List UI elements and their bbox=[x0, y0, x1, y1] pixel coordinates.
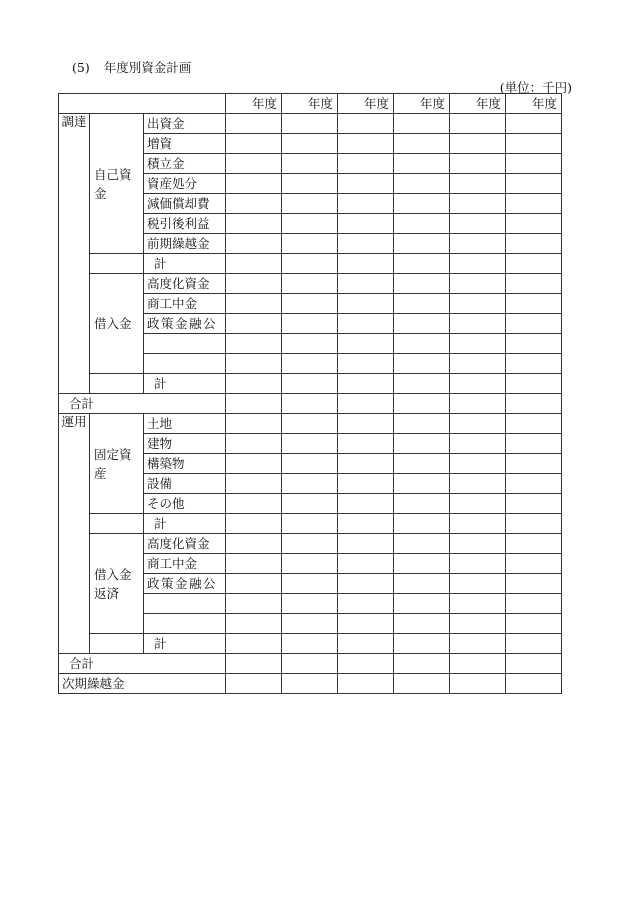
value-cell[interactable] bbox=[282, 634, 338, 654]
subtotal-row bbox=[59, 254, 562, 274]
year-header: 年度 bbox=[450, 94, 506, 114]
value-cell[interactable] bbox=[450, 294, 506, 314]
value-cell[interactable] bbox=[226, 434, 282, 454]
item-label: その他 bbox=[144, 494, 226, 514]
value-cell[interactable] bbox=[338, 574, 394, 594]
value-cell[interactable] bbox=[394, 354, 450, 374]
value-cell[interactable] bbox=[282, 594, 338, 614]
value-cell[interactable] bbox=[226, 274, 282, 294]
value-cell[interactable] bbox=[506, 514, 562, 534]
value-cell[interactable] bbox=[450, 594, 506, 614]
value-cell[interactable] bbox=[338, 334, 394, 354]
value-cell[interactable] bbox=[282, 614, 338, 634]
subtotal-blank bbox=[90, 374, 144, 394]
value-cell[interactable] bbox=[226, 254, 282, 274]
value-cell[interactable] bbox=[338, 514, 394, 534]
value-cell[interactable] bbox=[226, 614, 282, 634]
value-cell[interactable] bbox=[394, 374, 450, 394]
item-label: 建物 bbox=[144, 434, 226, 454]
value-cell[interactable] bbox=[394, 674, 450, 694]
value-cell[interactable] bbox=[506, 534, 562, 554]
value-cell[interactable] bbox=[226, 414, 282, 434]
subtotal-label: 計 bbox=[144, 374, 226, 394]
value-cell[interactable] bbox=[226, 294, 282, 314]
value-cell[interactable] bbox=[450, 234, 506, 254]
total-row bbox=[59, 654, 562, 674]
value-cell[interactable] bbox=[338, 454, 394, 474]
value-cell[interactable] bbox=[506, 234, 562, 254]
value-cell[interactable] bbox=[450, 614, 506, 634]
value-cell[interactable] bbox=[450, 574, 506, 594]
hensai-label: 借入金返済 bbox=[90, 534, 144, 634]
value-cell[interactable] bbox=[450, 174, 506, 194]
value-cell[interactable] bbox=[506, 474, 562, 494]
value-cell[interactable] bbox=[450, 354, 506, 374]
value-cell[interactable] bbox=[338, 494, 394, 514]
value-cell[interactable] bbox=[450, 134, 506, 154]
value-cell[interactable] bbox=[338, 674, 394, 694]
section-title-text: 年度別資金計画 bbox=[103, 60, 192, 75]
value-cell[interactable] bbox=[282, 114, 338, 134]
value-cell[interactable] bbox=[450, 334, 506, 354]
value-cell[interactable] bbox=[282, 134, 338, 154]
value-cell[interactable] bbox=[338, 394, 394, 414]
value-cell[interactable] bbox=[338, 534, 394, 554]
carryover-label: 次期繰越金 bbox=[59, 674, 226, 694]
carryover-row bbox=[59, 674, 562, 694]
value-cell[interactable] bbox=[338, 314, 394, 334]
value-cell[interactable] bbox=[226, 314, 282, 334]
section-title bbox=[72, 58, 191, 76]
value-cell[interactable] bbox=[282, 214, 338, 234]
value-cell[interactable] bbox=[338, 374, 394, 394]
value-cell[interactable] bbox=[282, 294, 338, 314]
value-cell[interactable] bbox=[394, 614, 450, 634]
value-cell[interactable] bbox=[506, 294, 562, 314]
item-label: 構築物 bbox=[144, 454, 226, 474]
table-row bbox=[59, 534, 562, 554]
value-cell[interactable] bbox=[394, 414, 450, 434]
value-cell[interactable] bbox=[282, 674, 338, 694]
value-cell[interactable] bbox=[450, 554, 506, 574]
value-cell[interactable] bbox=[338, 654, 394, 674]
value-cell[interactable] bbox=[338, 274, 394, 294]
value-cell[interactable] bbox=[226, 554, 282, 574]
total-row bbox=[59, 394, 562, 414]
value-cell[interactable] bbox=[450, 154, 506, 174]
value-cell[interactable] bbox=[450, 534, 506, 554]
item-label bbox=[144, 354, 226, 374]
value-cell[interactable] bbox=[506, 114, 562, 134]
value-cell[interactable] bbox=[226, 494, 282, 514]
value-cell[interactable] bbox=[394, 474, 450, 494]
subtotal-label: 計 bbox=[144, 254, 226, 274]
value-cell[interactable] bbox=[506, 654, 562, 674]
value-cell[interactable] bbox=[338, 614, 394, 634]
subtotal-label: 計 bbox=[144, 514, 226, 534]
value-cell[interactable] bbox=[450, 454, 506, 474]
value-cell[interactable] bbox=[226, 534, 282, 554]
kotei-label: 固定資産 bbox=[90, 414, 144, 514]
kariire-label: 借入金 bbox=[90, 274, 144, 374]
value-cell[interactable] bbox=[338, 174, 394, 194]
total-label: 合計 bbox=[59, 654, 226, 674]
value-cell[interactable] bbox=[450, 374, 506, 394]
value-cell[interactable] bbox=[394, 234, 450, 254]
item-label: 商工中金 bbox=[144, 554, 226, 574]
value-cell[interactable] bbox=[506, 374, 562, 394]
value-cell[interactable] bbox=[338, 434, 394, 454]
value-cell[interactable] bbox=[450, 194, 506, 214]
value-cell[interactable] bbox=[506, 154, 562, 174]
value-cell[interactable] bbox=[282, 274, 338, 294]
value-cell[interactable] bbox=[506, 434, 562, 454]
value-cell[interactable] bbox=[394, 274, 450, 294]
value-cell[interactable] bbox=[282, 514, 338, 534]
value-cell[interactable] bbox=[394, 134, 450, 154]
year-header: 年度 bbox=[282, 94, 338, 114]
item-label: 出資金 bbox=[144, 114, 226, 134]
value-cell[interactable] bbox=[394, 534, 450, 554]
year-header: 年度 bbox=[506, 94, 562, 114]
item-label: 土地 bbox=[144, 414, 226, 434]
value-cell[interactable] bbox=[282, 474, 338, 494]
item-label bbox=[144, 594, 226, 614]
value-cell[interactable] bbox=[282, 554, 338, 574]
table-row bbox=[59, 414, 562, 434]
chotatsu-label: 調達 bbox=[59, 114, 90, 394]
value-cell[interactable] bbox=[282, 314, 338, 334]
value-cell[interactable] bbox=[282, 354, 338, 374]
value-cell[interactable] bbox=[394, 454, 450, 474]
value-cell[interactable] bbox=[338, 294, 394, 314]
value-cell[interactable] bbox=[282, 574, 338, 594]
item-label: 減価償却費 bbox=[144, 194, 226, 214]
item-label: 税引後利益 bbox=[144, 214, 226, 234]
value-cell[interactable] bbox=[226, 634, 282, 654]
value-cell[interactable] bbox=[282, 494, 338, 514]
table-row bbox=[59, 274, 562, 294]
value-cell[interactable] bbox=[394, 594, 450, 614]
item-label bbox=[144, 334, 226, 354]
value-cell[interactable] bbox=[394, 314, 450, 334]
year-header: 年度 bbox=[226, 94, 282, 114]
total-label: 合計 bbox=[59, 394, 226, 414]
value-cell[interactable] bbox=[338, 154, 394, 174]
header-blank bbox=[59, 94, 226, 114]
value-cell[interactable] bbox=[394, 254, 450, 274]
section-number: (5) bbox=[72, 60, 90, 75]
value-cell[interactable] bbox=[450, 634, 506, 654]
item-label: 高度化資金 bbox=[144, 274, 226, 294]
value-cell[interactable] bbox=[450, 474, 506, 494]
value-cell[interactable] bbox=[394, 574, 450, 594]
value-cell[interactable] bbox=[226, 134, 282, 154]
subtotal-row bbox=[59, 374, 562, 394]
value-cell[interactable] bbox=[450, 414, 506, 434]
value-cell[interactable] bbox=[226, 334, 282, 354]
value-cell[interactable] bbox=[226, 194, 282, 214]
item-label: 設備 bbox=[144, 474, 226, 494]
value-cell[interactable] bbox=[506, 594, 562, 614]
value-cell[interactable] bbox=[226, 514, 282, 534]
value-cell[interactable] bbox=[226, 454, 282, 474]
value-cell[interactable] bbox=[338, 194, 394, 214]
value-cell[interactable] bbox=[506, 674, 562, 694]
value-cell[interactable] bbox=[226, 674, 282, 694]
value-cell[interactable] bbox=[282, 454, 338, 474]
year-header: 年度 bbox=[394, 94, 450, 114]
value-cell[interactable] bbox=[450, 314, 506, 334]
value-cell[interactable] bbox=[282, 334, 338, 354]
header-row bbox=[59, 94, 562, 114]
value-cell[interactable] bbox=[282, 654, 338, 674]
value-cell[interactable] bbox=[338, 554, 394, 574]
value-cell[interactable] bbox=[450, 114, 506, 134]
value-cell[interactable] bbox=[226, 594, 282, 614]
item-label: 政策金融公 bbox=[144, 574, 226, 594]
value-cell[interactable] bbox=[282, 234, 338, 254]
value-cell[interactable] bbox=[450, 434, 506, 454]
value-cell[interactable] bbox=[506, 214, 562, 234]
value-cell[interactable] bbox=[506, 414, 562, 434]
item-label: 政策金融公 bbox=[144, 314, 226, 334]
subtotal-blank bbox=[90, 254, 144, 274]
value-cell[interactable] bbox=[282, 414, 338, 434]
value-cell[interactable] bbox=[226, 474, 282, 494]
value-cell[interactable] bbox=[338, 474, 394, 494]
value-cell[interactable] bbox=[338, 594, 394, 614]
value-cell[interactable] bbox=[282, 254, 338, 274]
value-cell[interactable] bbox=[338, 114, 394, 134]
subtotal-row bbox=[59, 634, 562, 654]
value-cell[interactable] bbox=[506, 354, 562, 374]
value-cell[interactable] bbox=[394, 554, 450, 574]
item-label: 積立金 bbox=[144, 154, 226, 174]
value-cell[interactable] bbox=[394, 334, 450, 354]
subtotal-blank bbox=[90, 514, 144, 534]
value-cell[interactable] bbox=[226, 174, 282, 194]
value-cell[interactable] bbox=[226, 234, 282, 254]
value-cell[interactable] bbox=[394, 214, 450, 234]
value-cell[interactable] bbox=[226, 374, 282, 394]
value-cell[interactable] bbox=[506, 494, 562, 514]
value-cell[interactable] bbox=[450, 214, 506, 234]
value-cell[interactable] bbox=[506, 134, 562, 154]
value-cell[interactable] bbox=[394, 394, 450, 414]
value-cell[interactable] bbox=[226, 354, 282, 374]
value-cell[interactable] bbox=[506, 254, 562, 274]
value-cell[interactable] bbox=[282, 154, 338, 174]
value-cell[interactable] bbox=[506, 614, 562, 634]
value-cell[interactable] bbox=[506, 574, 562, 594]
value-cell[interactable] bbox=[226, 654, 282, 674]
value-cell[interactable] bbox=[282, 534, 338, 554]
value-cell[interactable] bbox=[226, 394, 282, 414]
value-cell[interactable] bbox=[282, 394, 338, 414]
value-cell[interactable] bbox=[226, 574, 282, 594]
value-cell[interactable] bbox=[506, 194, 562, 214]
value-cell[interactable] bbox=[450, 254, 506, 274]
year-header: 年度 bbox=[338, 94, 394, 114]
value-cell[interactable] bbox=[338, 414, 394, 434]
value-cell[interactable] bbox=[506, 174, 562, 194]
value-cell[interactable] bbox=[226, 154, 282, 174]
value-cell[interactable] bbox=[506, 394, 562, 414]
table-row bbox=[59, 114, 562, 134]
value-cell[interactable] bbox=[394, 114, 450, 134]
value-cell[interactable] bbox=[506, 314, 562, 334]
value-cell[interactable] bbox=[450, 274, 506, 294]
value-cell[interactable] bbox=[394, 174, 450, 194]
value-cell[interactable] bbox=[394, 194, 450, 214]
value-cell[interactable] bbox=[506, 554, 562, 574]
value-cell[interactable] bbox=[338, 134, 394, 154]
value-cell[interactable] bbox=[506, 334, 562, 354]
value-cell[interactable] bbox=[394, 494, 450, 514]
subtotal-label: 計 bbox=[144, 634, 226, 654]
value-cell[interactable] bbox=[394, 514, 450, 534]
value-cell[interactable] bbox=[338, 234, 394, 254]
value-cell[interactable] bbox=[282, 174, 338, 194]
value-cell[interactable] bbox=[394, 434, 450, 454]
value-cell[interactable] bbox=[282, 434, 338, 454]
value-cell[interactable] bbox=[282, 374, 338, 394]
jiko-label: 自己資金 bbox=[90, 114, 144, 254]
item-label: 増資 bbox=[144, 134, 226, 154]
value-cell[interactable] bbox=[226, 114, 282, 134]
value-cell[interactable] bbox=[338, 254, 394, 274]
value-cell[interactable] bbox=[506, 454, 562, 474]
item-label: 商工中金 bbox=[144, 294, 226, 314]
value-cell[interactable] bbox=[282, 194, 338, 214]
item-label: 高度化資金 bbox=[144, 534, 226, 554]
value-cell[interactable] bbox=[394, 634, 450, 654]
unyo-label: 運用 bbox=[59, 414, 90, 654]
value-cell[interactable] bbox=[394, 154, 450, 174]
value-cell[interactable] bbox=[394, 654, 450, 674]
value-cell[interactable] bbox=[338, 214, 394, 234]
value-cell[interactable] bbox=[506, 274, 562, 294]
value-cell[interactable] bbox=[450, 394, 506, 414]
value-cell[interactable] bbox=[450, 654, 506, 674]
item-label bbox=[144, 614, 226, 634]
value-cell[interactable] bbox=[338, 354, 394, 374]
subtotal-blank bbox=[90, 634, 144, 654]
item-label: 前期繰越金 bbox=[144, 234, 226, 254]
value-cell[interactable] bbox=[226, 214, 282, 234]
unit-label: (単位：千円) bbox=[499, 80, 572, 95]
value-cell[interactable] bbox=[394, 294, 450, 314]
value-cell[interactable] bbox=[450, 674, 506, 694]
value-cell[interactable] bbox=[450, 494, 506, 514]
subtotal-row bbox=[59, 514, 562, 534]
fund-plan-table bbox=[58, 93, 562, 694]
value-cell[interactable] bbox=[506, 634, 562, 654]
item-label: 資産処分 bbox=[144, 174, 226, 194]
value-cell[interactable] bbox=[450, 514, 506, 534]
value-cell[interactable] bbox=[338, 634, 394, 654]
